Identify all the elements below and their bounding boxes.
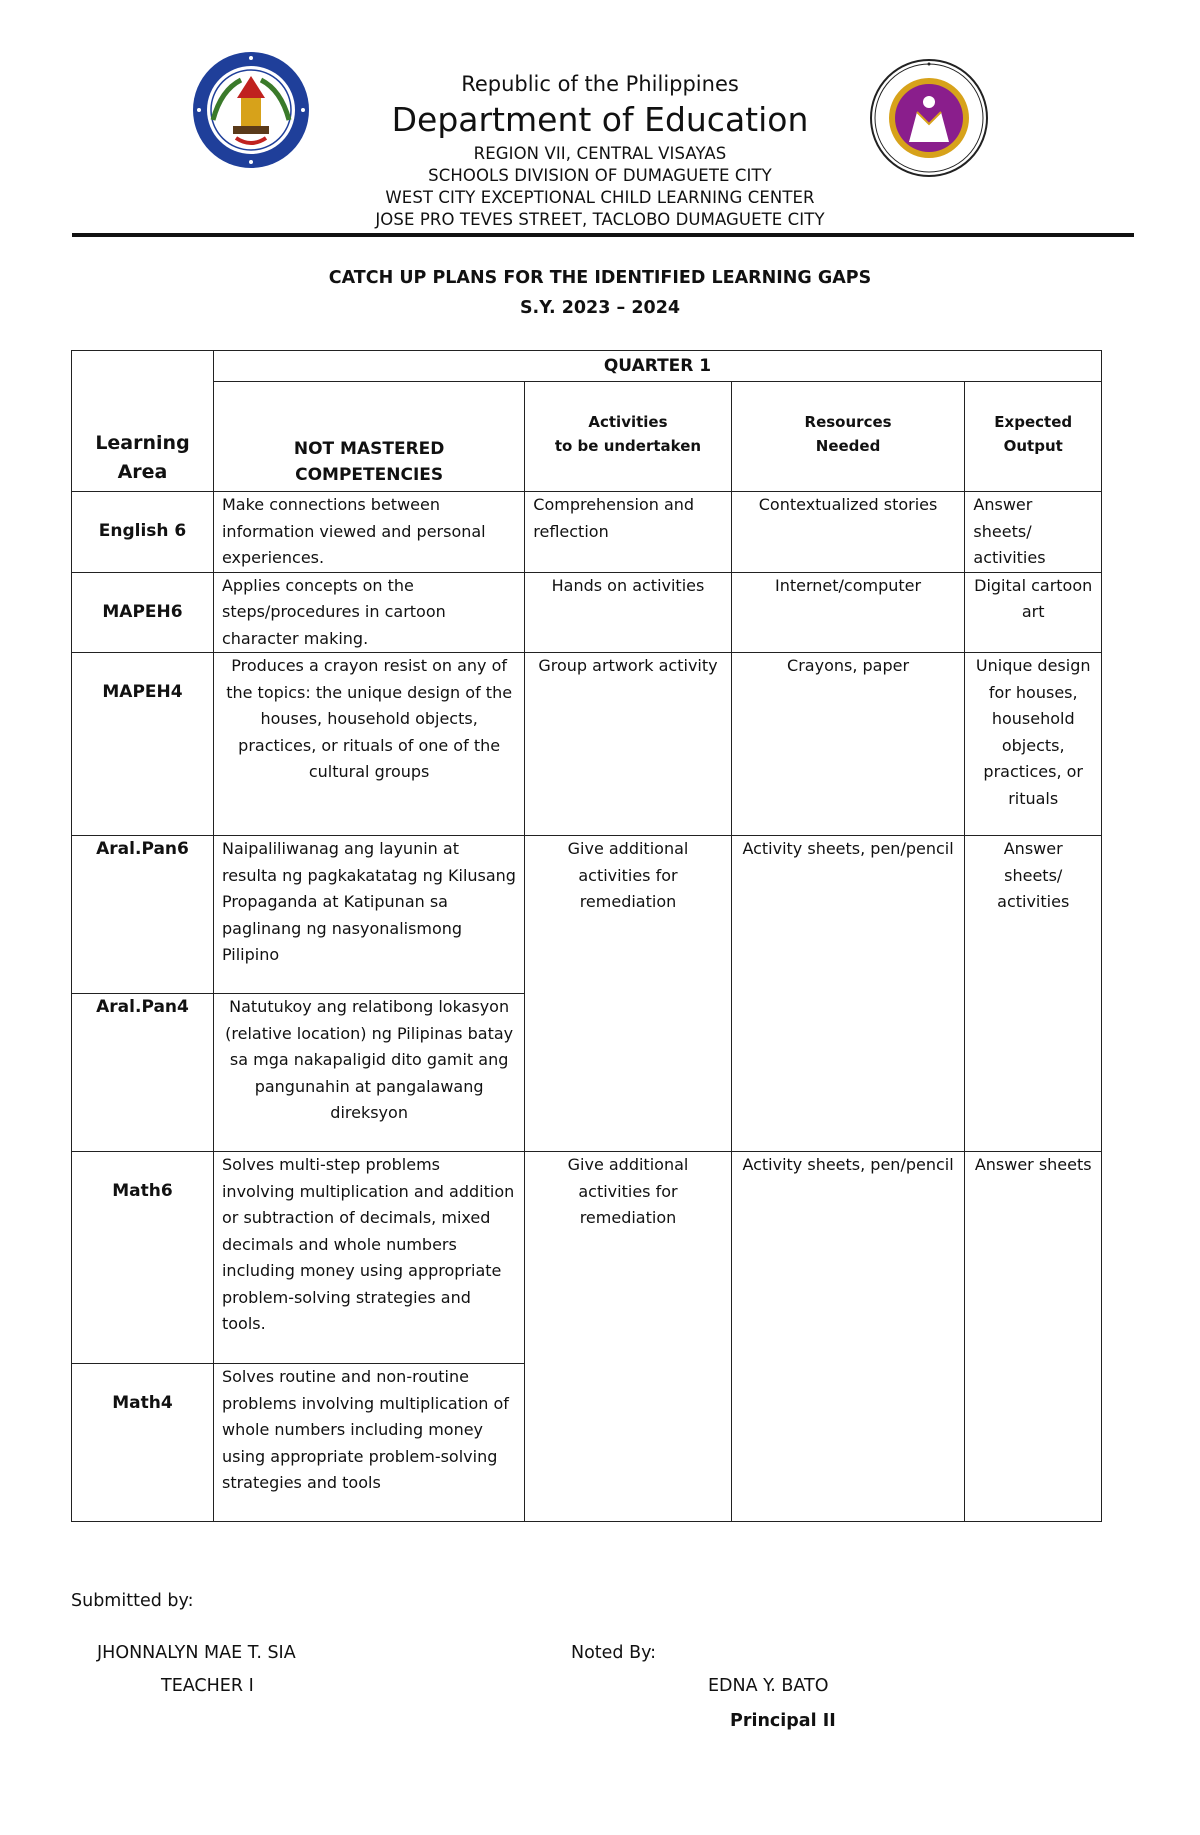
output-cell: Answer sheets/ activities xyxy=(965,836,1102,1152)
competency-cell: Produces a crayon resist on any of the topics: the unique design of the houses, household objects, practices, or rituals of one of the cultural groups xyxy=(213,653,524,836)
competency-cell: Solves multi-step problems involving multiplication and addition or subtraction of decimals, mixed decimals and whole numbers including money using appropriate problem-solving strategies and tools. xyxy=(213,1152,524,1364)
competencies-header-line2: COMPETENCIES xyxy=(295,465,444,485)
competencies-header-line1: NOT MASTERED xyxy=(293,439,445,459)
table-row xyxy=(72,572,1102,653)
learning-area-cell: Aral.Pan6 xyxy=(72,836,214,994)
principal-title: Principal II xyxy=(730,1711,836,1731)
learning-area-header xyxy=(72,351,214,492)
table-row xyxy=(72,1152,1102,1364)
learning-area-cell: Math6 xyxy=(72,1152,214,1364)
activities-cell: Give additional activities for remediation xyxy=(525,1152,731,1522)
quarter-header: QUARTER 1 xyxy=(213,351,1101,382)
resources-header-line1: Resources xyxy=(804,413,892,431)
catch-up-plan-table xyxy=(71,350,1102,1522)
division-seal-logo xyxy=(191,50,311,170)
learning-area-header-line2: Area xyxy=(117,461,168,483)
activities-header-line1: Activities xyxy=(588,413,668,431)
competency-cell: Natutukoy ang relatibong lokasyon (relative location) ng Pilipinas batay sa mga nakapaligid dito gamit ang pangunahin at pangalawang direksyon xyxy=(213,994,524,1152)
noted-by-label: Noted By: xyxy=(571,1643,657,1663)
resources-cell: Internet/computer xyxy=(731,572,965,653)
resources-cell: Crayons, paper xyxy=(731,653,965,836)
activities-cell: Hands on activities xyxy=(525,572,731,653)
activities-cell: Group artwork activity xyxy=(525,653,731,836)
competencies-header xyxy=(213,382,524,492)
learning-area-cell: MAPEH4 xyxy=(72,653,214,836)
republic-line: Republic of the Philippines xyxy=(461,72,739,96)
resources-cell: Activity sheets, pen/pencil xyxy=(731,1152,965,1522)
output-cell: Answer sheets xyxy=(965,1152,1102,1522)
table-row xyxy=(72,653,1102,836)
principal-name: EDNA Y. BATO xyxy=(708,1676,829,1696)
output-cell: Answer sheets/ activities xyxy=(965,492,1102,573)
school-year: S.Y. 2023 – 2024 xyxy=(519,298,681,318)
school-line: WEST CITY EXCEPTIONAL CHILD LEARNING CENTER xyxy=(385,188,815,207)
output-header xyxy=(965,382,1102,492)
competency-cell: Applies concepts on the steps/procedures in cartoon character making. xyxy=(213,572,524,653)
learning-area-cell: English 6 xyxy=(72,492,214,573)
department-name: Department of Education xyxy=(391,100,809,139)
competency-cell: Naipaliliwanag ang layunin at resulta ng pagkakatatag ng Kilusang Propaganda at Katipunan sa paglinang ng nasyonalismong Pilipino xyxy=(213,836,524,994)
division-of-dumaguete-city-seal-icon xyxy=(191,50,311,170)
table-row xyxy=(72,836,1102,994)
teacher-title: TEACHER I xyxy=(161,1676,254,1696)
competency-cell: Make connections between information viewed and personal experiences. xyxy=(213,492,524,573)
activities-cell: Comprehension and reflection xyxy=(525,492,731,573)
activities-cell: Give additional activities for remediation xyxy=(525,836,731,1152)
output-cell: Unique design for houses, household objects, practices, or rituals xyxy=(965,653,1102,836)
document-title: CATCH UP PLANS FOR THE IDENTIFIED LEARNING GAPS xyxy=(328,268,872,288)
learning-area-cell: MAPEH6 xyxy=(72,572,214,653)
output-header-line2: Output xyxy=(1003,437,1063,455)
submitted-by-label: Submitted by: xyxy=(71,1591,194,1611)
output-cell: Digital cartoon art xyxy=(965,572,1102,653)
region-line: REGION VII, CENTRAL VISAYAS xyxy=(473,144,727,163)
resources-header-line2: Needed xyxy=(815,437,881,455)
activities-header-line2: to be undertaken xyxy=(554,437,702,455)
resources-cell: Contextualized stories xyxy=(731,492,965,573)
output-header-line1: Expected xyxy=(994,413,1073,431)
activities-header xyxy=(525,382,731,492)
address-line: JOSE PRO TEVES STREET, TACLOBO DUMAGUETE CITY xyxy=(375,210,825,229)
learning-area-cell: Math4 xyxy=(72,1364,214,1522)
table-row xyxy=(72,492,1102,573)
competency-cell: Solves routine and non-routine problems involving multiplication of whole numbers including money using appropriate problem-solving strategies and tools xyxy=(213,1364,524,1522)
header-divider xyxy=(72,233,1134,237)
division-line: SCHOOLS DIVISION OF DUMAGUETE CITY xyxy=(428,166,772,185)
learning-area-cell: Aral.Pan4 xyxy=(72,994,214,1152)
resources-header xyxy=(731,382,965,492)
teacher-name: JHONNALYN MAE T. SIA xyxy=(97,1643,296,1663)
resources-cell: Activity sheets, pen/pencil xyxy=(731,836,965,1152)
learning-area-header-line1: Learning xyxy=(95,432,190,454)
